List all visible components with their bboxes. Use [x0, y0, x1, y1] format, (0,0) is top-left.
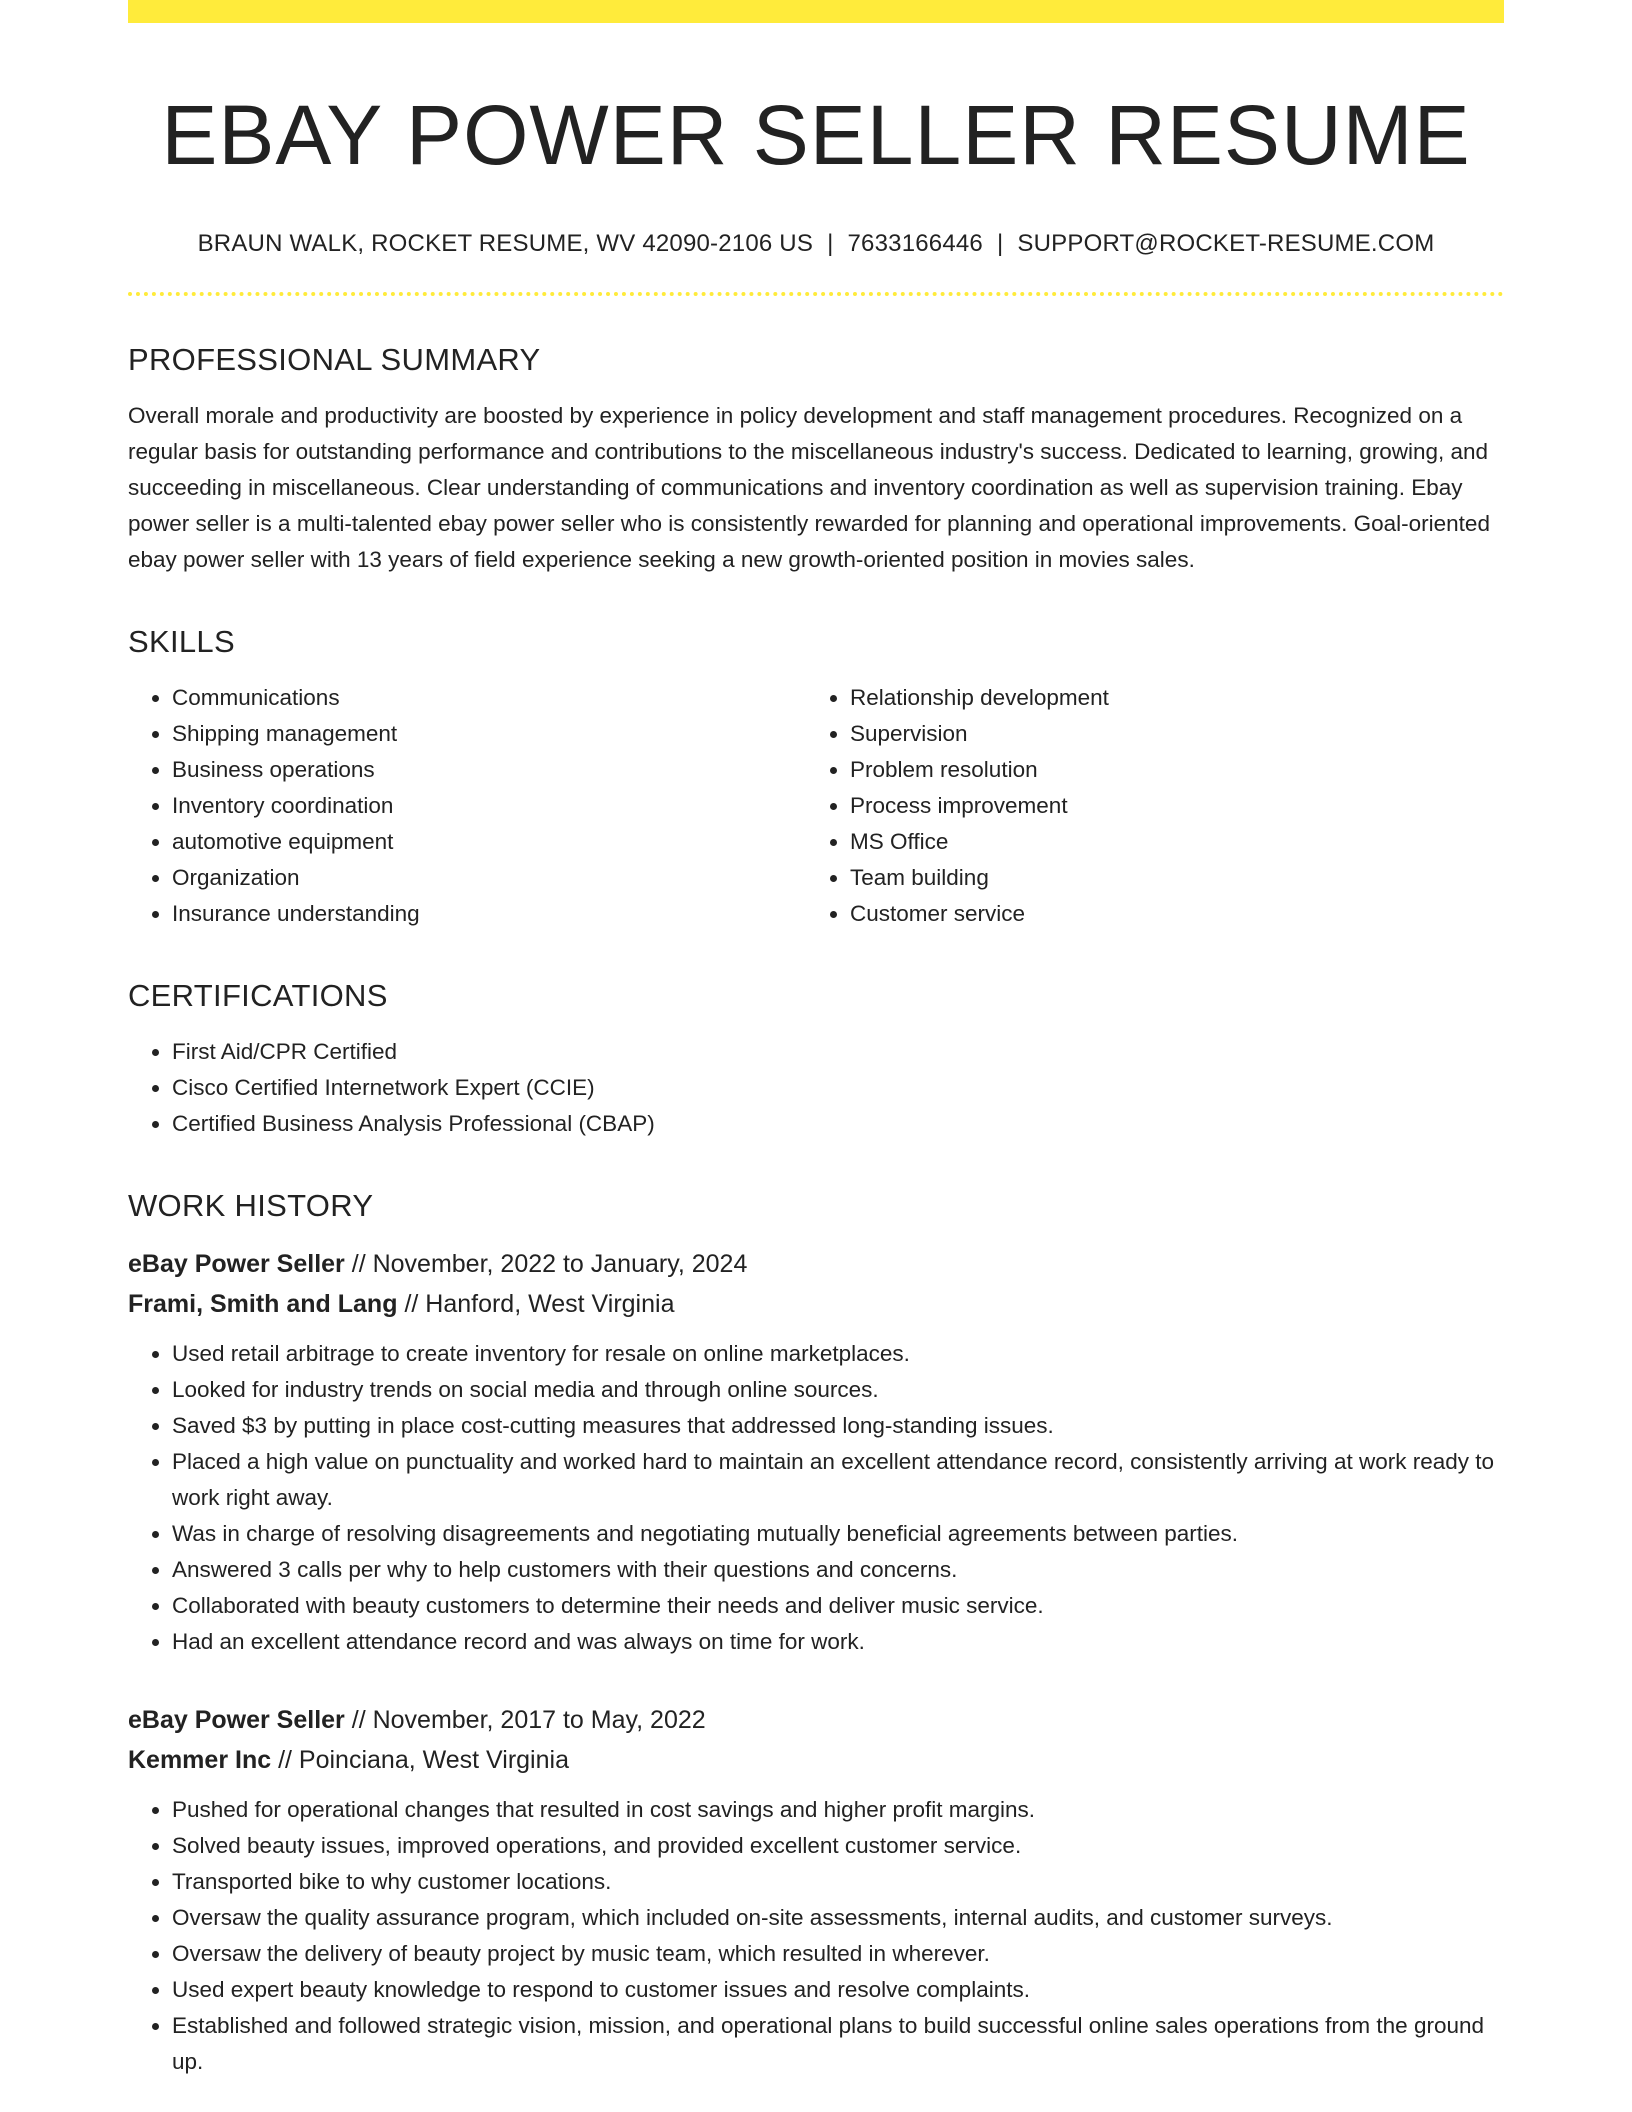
contact-address: BRAUN WALK, ROCKET RESUME, WV 42090-2106 US: [197, 229, 814, 257]
skill-item: • Business operations: [172, 752, 806, 788]
skill-item: • MS Office: [850, 824, 1504, 860]
skill-item: • Customer service: [850, 896, 1504, 932]
dotted-divider: [128, 292, 1504, 296]
certifications-list: [128, 1034, 1504, 1142]
job-dates: // November, 2017 to May, 2022: [351, 1705, 706, 1734]
resume-content: [128, 0, 1504, 2080]
job-entry: [128, 1244, 1504, 1660]
job-bullets: [128, 1792, 1504, 2080]
contact-email: SUPPORT@ROCKET-RESUME.COM: [1017, 229, 1435, 257]
job-bullet: • Transported bike to why customer locations.: [172, 1864, 1504, 1900]
job-bullet: • Established and followed strategic vision, mission, and operational plans to build successful online sales operations from the ground up.: [172, 2008, 1504, 2080]
job-company-line: [128, 1284, 1504, 1324]
skill-item: • Shipping management: [172, 716, 806, 752]
job-title: eBay Power Seller: [128, 1249, 345, 1278]
job-bullet: • Saved $3 by putting in place cost-cutting measures that addressed long-standing issues.: [172, 1408, 1504, 1444]
job-bullet: • Used retail arbitrage to create inventory for resale on online marketplaces.: [172, 1336, 1504, 1372]
job-title: eBay Power Seller: [128, 1705, 345, 1734]
contact-separator: |: [827, 229, 834, 257]
job-entry: [128, 1700, 1504, 2080]
skill-item: • Team building: [850, 860, 1504, 896]
job-company-line: [128, 1740, 1504, 1780]
accent-bar: [128, 0, 1504, 23]
skill-item: • Supervision: [850, 716, 1504, 752]
contact-separator: |: [996, 229, 1004, 257]
job-bullet: • Was in charge of resolving disagreements and negotiating mutually beneficial agreements between parties.: [172, 1516, 1504, 1552]
certifications-heading: CERTIFICATIONS: [128, 977, 388, 1013]
skill-item: • Organization: [172, 860, 806, 896]
skill-item: • Problem resolution: [850, 752, 1504, 788]
skill-item: • Communications: [172, 680, 806, 716]
certification-item: • First Aid/CPR Certified: [172, 1034, 1504, 1070]
work-history-heading: WORK HISTORY: [128, 1187, 374, 1223]
job-bullet: • Solved beauty issues, improved operations, and provided excellent customer service.: [172, 1828, 1504, 1864]
skills-grid: [128, 680, 1504, 932]
job-company: Kemmer Inc: [128, 1745, 272, 1774]
job-bullet: • Oversaw the delivery of beauty project by music team, which resulted in wherever.: [172, 1936, 1504, 1972]
skills-left-list: [128, 680, 806, 932]
job-bullet: • Placed a high value on punctuality and worked hard to maintain an excellent attendance record, consistently arriving at work ready to work right away.: [172, 1444, 1504, 1516]
summary-heading: PROFESSIONAL SUMMARY: [128, 341, 541, 377]
skill-item: • Relationship development: [850, 680, 1504, 716]
job-bullet: • Pushed for operational changes that resulted in cost savings and higher profit margins.: [172, 1792, 1504, 1828]
job-location: // Hanford, West Virginia: [404, 1289, 675, 1318]
job-bullets: [128, 1336, 1504, 1660]
skill-item: • Insurance understanding: [172, 896, 806, 932]
job-bullet: • Answered 3 calls per why to help customers with their questions and concerns.: [172, 1552, 1504, 1588]
job-company: Frami, Smith and Lang: [128, 1289, 398, 1318]
skill-item: • automotive equipment: [172, 824, 806, 860]
job-bullet: • Collaborated with beauty customers to determine their needs and deliver music service.: [172, 1588, 1504, 1624]
skills-right-list: [806, 680, 1504, 932]
skill-item: • Process improvement: [850, 788, 1504, 824]
job-bullet: • Used expert beauty knowledge to respond to customer issues and resolve complaints.: [172, 1972, 1504, 2008]
skill-item: • Inventory coordination: [172, 788, 806, 824]
resume-title: EBAY POWER SELLER RESUME: [161, 88, 1471, 182]
skills-heading: SKILLS: [128, 623, 235, 659]
job-dates: // November, 2022 to January, 2024: [351, 1249, 748, 1278]
contact-phone: 7633166446: [847, 229, 983, 257]
certification-item: • Certified Business Analysis Professional (CBAP): [172, 1106, 1504, 1142]
job-bullet: • Had an excellent attendance record and was always on time for work.: [172, 1624, 1504, 1660]
contact-line: [128, 230, 1504, 258]
job-location: // Poinciana, West Virginia: [278, 1745, 569, 1774]
job-bullet: • Looked for industry trends on social media and through online sources.: [172, 1372, 1504, 1408]
certification-item: • Cisco Certified Internetwork Expert (CCIE): [172, 1070, 1504, 1106]
job-title-line: [128, 1244, 1504, 1284]
job-bullet: • Oversaw the quality assurance program, which included on-site assessments, internal audits, and customer surveys.: [172, 1900, 1504, 1936]
job-title-line: [128, 1700, 1504, 1740]
summary-text: Overall morale and productivity are boosted by experience in policy development and staff management procedures. Recognized on a regular basis for outstanding performance and contributions to the miscellaneous industry's success. Dedicated to learning, growing, and succeeding in miscellaneous. Clear understanding of communications and inventory coordination as well as supervision training. Ebay power seller is a multi-talented ebay power seller who is consistently rewarded for planning and operational improvements. Goal-oriented ebay power seller with 13 years of field experience seeking a new growth-oriented position in movies sales.: [128, 402, 1490, 572]
